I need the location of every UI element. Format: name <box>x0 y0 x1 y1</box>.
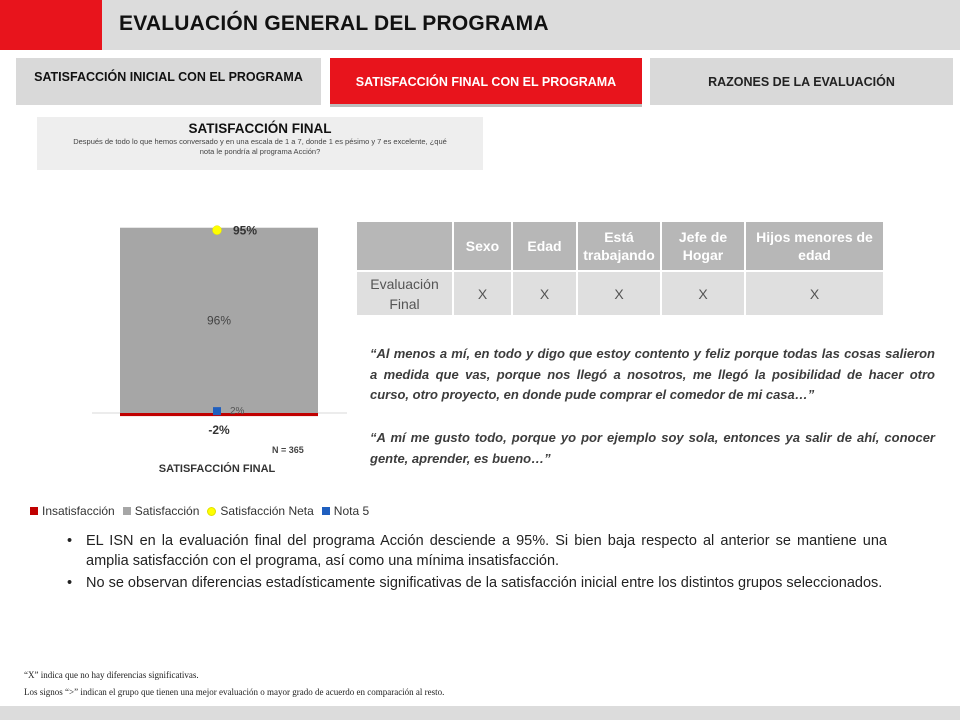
legend-label: Satisfacción Neta <box>220 504 314 518</box>
legend-item-satisfaccion-neta <box>207 504 313 518</box>
label-insatisfaccion: -2% <box>208 423 230 437</box>
label-satisfaccion: 96% <box>206 313 232 328</box>
table-header-sexo: Sexo <box>454 222 511 270</box>
sample-size-label: N = 365 <box>272 445 304 455</box>
label-satisfaccion-neta: 95% <box>233 223 258 238</box>
legend-swatch <box>30 507 38 515</box>
table-cell: X <box>578 272 660 315</box>
table-header-hijos: Hijos menores de edad <box>746 222 883 270</box>
list-item <box>64 531 887 571</box>
table-row-label: Evaluación Final <box>357 272 452 315</box>
tab-label: RAZONES DE LA EVALUACIÓN <box>708 74 895 89</box>
bullet-dot-icon: • <box>67 533 73 549</box>
footer-bar <box>0 706 960 720</box>
summary-bullets <box>64 531 887 595</box>
table-cell: X <box>746 272 883 315</box>
legend-swatch <box>207 507 216 516</box>
table-header-row <box>357 222 883 270</box>
question-text: Después de todo lo que hemos conversado y en una escala de 1 a 7, donde 1 es pésimo y 7 es excelente, ¿qué nota le pondría al programa Acción? <box>73 137 447 156</box>
table-row <box>357 272 883 315</box>
table-header-trabajando: Está trabajando <box>578 222 660 270</box>
quote-1: “Al menos a mí, en todo y digo que estoy contento y feliz porque todas las cosas salieron a medida que vas, porque nos llegó a nosotros, me llegó la posibilidad de hacer otro curso, otro proyecto, en donde pude comprar el comedor de mi casa…” <box>370 346 935 402</box>
significance-table <box>355 220 885 317</box>
legend-label: Satisfacción <box>134 504 200 518</box>
marker-satisfaccion-neta <box>213 226 222 235</box>
table-cell: X <box>454 272 511 315</box>
table-header-jefe-hogar: Jefe de Hogar <box>662 222 744 270</box>
table-header-empty <box>357 222 452 270</box>
x-axis-label: SATISFACCIÓN FINAL <box>158 463 276 475</box>
quote-2: “A mí me gusto todo, porque yo por ejemplo soy sola, entonces ya salir de ahí, conocer gente, aprender, es bueno…” <box>370 430 935 466</box>
legend-swatch <box>123 507 131 515</box>
bullet-text: EL ISN en la evaluación final del programa Acción desciende a 95%. Si bien baja respecto al anterior se mantiene una amplia satisfacción con el programa, así como una mínima insatisfacción. <box>86 533 887 569</box>
footnote-2: Los signos “>” indican el grupo que tienen una mejor evaluación o mayor grado de acuerdo en comparación al resto. <box>24 687 445 697</box>
bullet-dot-icon: • <box>67 575 73 591</box>
tab-label: SATISFACCIÓN FINAL CON EL PROGRAMA <box>355 74 617 89</box>
legend-item-nota-5 <box>322 504 369 518</box>
table-cell: X <box>662 272 744 315</box>
legend-item-satisfaccion <box>123 504 200 518</box>
table-header-edad: Edad <box>513 222 576 270</box>
legend-swatch <box>322 507 330 515</box>
chart-legend <box>30 504 377 518</box>
marker-nota-5 <box>213 407 221 415</box>
list-item <box>64 573 887 593</box>
page-title: EVALUACIÓN GENERAL DEL PROGRAMA <box>119 12 549 35</box>
legend-label: Insatisfacción <box>42 504 115 518</box>
bullet-text: No se observan diferencias estadísticamente significativas de la satisfacción inicial entre los distintos grupos seleccionados. <box>86 575 883 591</box>
label-nota-5: 2% <box>230 406 245 418</box>
footnote-1: “X” indica que no hay diferencias significativas. <box>24 670 199 680</box>
question-title: SATISFACCIÓN FINAL <box>188 121 332 136</box>
legend-label: Nota 5 <box>333 504 370 518</box>
table-cell: X <box>513 272 576 315</box>
tab-label: SATISFACCIÓN INICIAL CON EL PROGRAMA <box>34 70 303 84</box>
legend-item-insatisfaccion <box>30 504 115 518</box>
